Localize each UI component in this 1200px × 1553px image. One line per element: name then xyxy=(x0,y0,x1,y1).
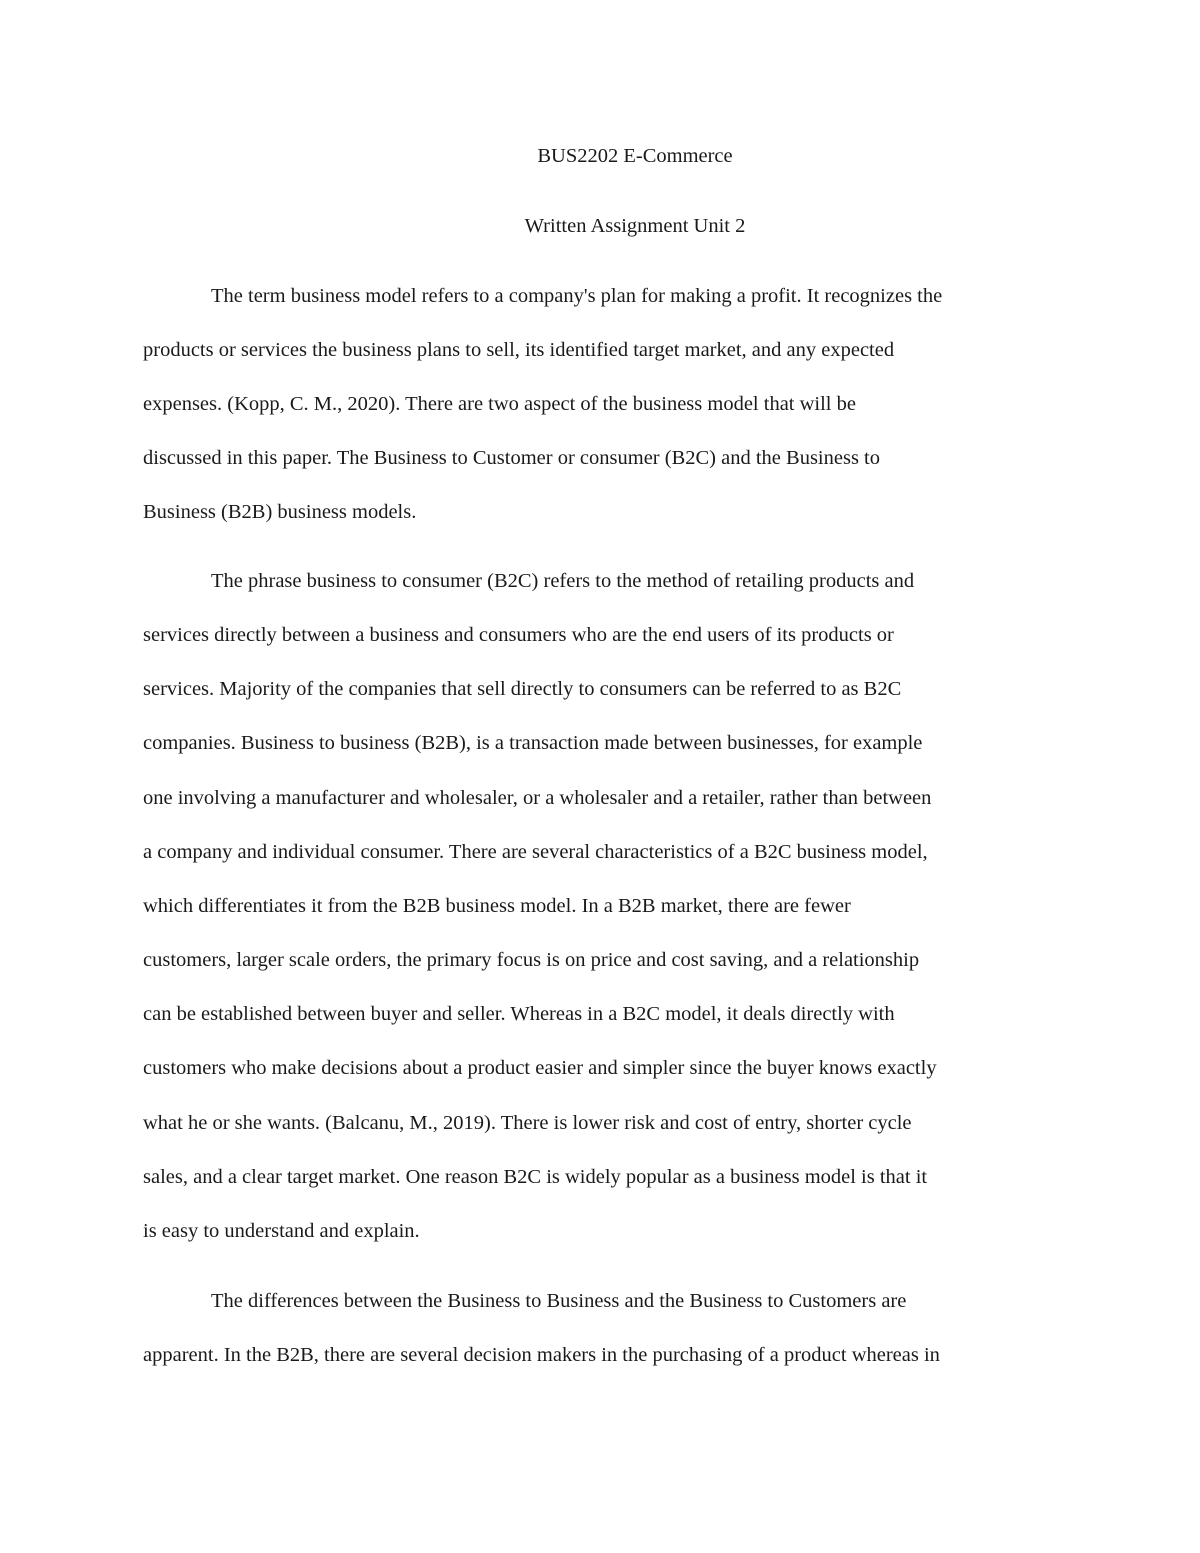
paragraph-2-line-10: customers who make decisions about a product easier and simpler since the buyer knows exactly xyxy=(143,1057,937,1079)
paragraph-2-line-4: companies. Business to business (B2B), is a transaction made between businesses, for example xyxy=(143,732,923,754)
paragraph-2-line-8: customers, larger scale orders, the primary focus is on price and cost saving, and a relationship xyxy=(143,949,920,971)
paragraph-2-line-11: what he or she wants. (Balcanu, M., 2019). There is lower risk and cost of entry, shorter cycle xyxy=(143,1112,912,1134)
paragraph-2-line-9: can be established between buyer and seller. Whereas in a B2C model, it deals directly with xyxy=(143,1003,895,1025)
paragraph-1-line-5: Business (B2B) business models. xyxy=(143,501,417,523)
paragraph-2-line-6: a company and individual consumer. There are several characteristics of a B2C business model, xyxy=(143,841,928,863)
paragraph-2-line-2: services directly between a business and consumers who are the end users of its products or xyxy=(143,624,894,646)
paragraph-2-line-13: is easy to understand and explain. xyxy=(143,1220,420,1242)
document-title: BUS2202 E-Commerce xyxy=(537,145,733,167)
paragraph-3-line-2: apparent. In the B2B, there are several decision makers in the purchasing of a product whereas in xyxy=(143,1344,940,1366)
document-subtitle: Written Assignment Unit 2 xyxy=(524,215,746,237)
paragraph-3-line-1: The differences between the Business to Business and the Business to Customers are xyxy=(211,1290,907,1312)
paragraph-2-line-12: sales, and a clear target market. One reason B2C is widely popular as a business model is that it xyxy=(143,1166,928,1188)
paragraph-1-line-2: products or services the business plans to sell, its identified target market, and any expected xyxy=(143,339,895,361)
paragraph-1-line-4: discussed in this paper. The Business to Customer or consumer (B2C) and the Business to xyxy=(143,447,880,469)
paragraph-1-line-1: The term business model refers to a company's plan for making a profit. It recognizes the xyxy=(211,285,943,307)
paragraph-1-line-3: expenses. (Kopp, C. M., 2020). There are two aspect of the business model that will be xyxy=(143,393,856,415)
paragraph-2-line-1: The phrase business to consumer (B2C) refers to the method of retailing products and xyxy=(211,570,915,592)
paragraph-2-line-3: services. Majority of the companies that sell directly to consumers can be referred to as B2C xyxy=(143,678,902,700)
paragraph-2-line-7: which differentiates it from the B2B business model. In a B2B market, there are fewer xyxy=(143,895,851,917)
paragraph-2-line-5: one involving a manufacturer and wholesaler, or a wholesaler and a retailer, rather than between xyxy=(143,787,932,809)
